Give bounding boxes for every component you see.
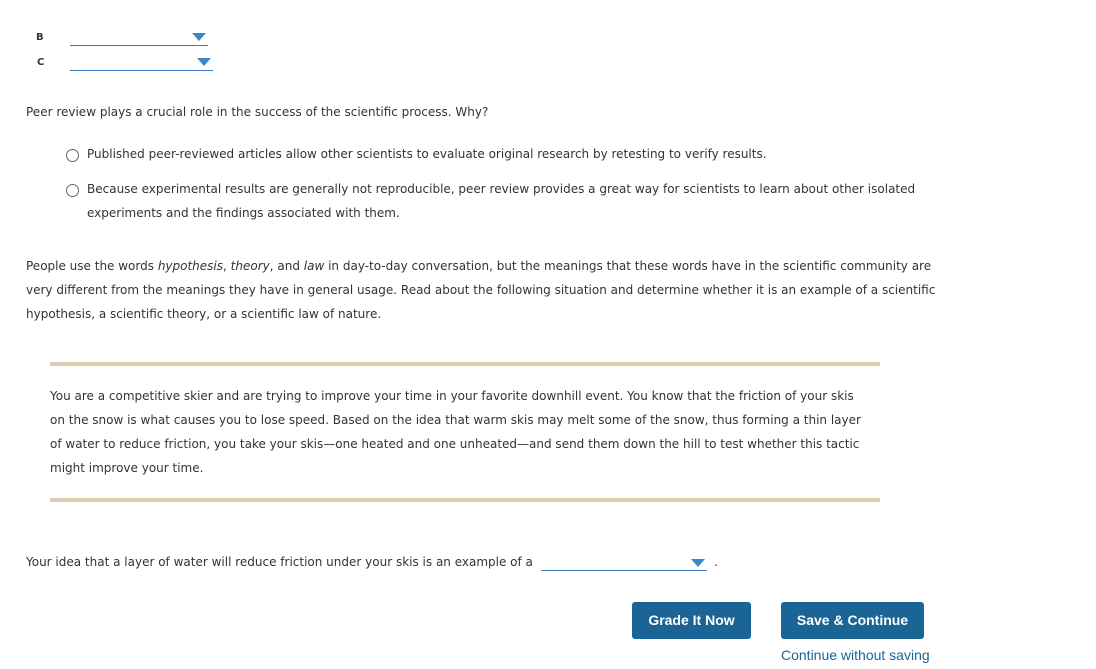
radio-button[interactable]	[66, 184, 79, 197]
grade-it-now-button[interactable]: Grade It Now	[632, 602, 751, 639]
radio-option-text	[87, 177, 915, 225]
radio-option-text-line1: Because experimental results are generally not reproducible, peer review provides a great way for scientists to learn about other isolated	[87, 182, 916, 196]
intro-text: People use the words	[26, 259, 158, 273]
scenario-line3: of water to reduce friction, you take your skis—one heated and one unheated—and send them down the hill to test whether this tactic	[50, 437, 860, 451]
chevron-down-icon	[691, 559, 705, 567]
final-question: Your idea that a layer of water will reduce friction under your skis is an example of a	[26, 555, 533, 569]
match-dropdown-b[interactable]	[70, 31, 208, 46]
match-label-c: C	[37, 57, 45, 68]
radio-option-2[interactable]	[66, 183, 915, 225]
scenario-line1: You are a competitive skier and are trying to improve your time in your favorite downhill event. You know that the friction of your skis	[50, 389, 854, 403]
scenario-line2: on the snow is what causes you to lose speed. Based on the idea that warm skis may melt some of the snow, thus forming a thin layer	[50, 413, 861, 427]
save-and-continue-button[interactable]: Save & Continue	[781, 602, 924, 639]
intro-text: ,	[223, 259, 231, 273]
answer-dropdown[interactable]	[541, 556, 707, 571]
chevron-down-icon	[192, 33, 206, 41]
term-hypothesis: hypothesis	[157, 259, 224, 273]
chevron-down-icon	[197, 58, 211, 66]
intro-text: , and	[269, 259, 304, 273]
scenario-text	[50, 384, 880, 480]
match-dropdown-c[interactable]	[70, 56, 213, 71]
scenario-top-rule	[50, 362, 880, 366]
term-law: law	[303, 259, 325, 273]
intro-paragraph	[26, 254, 1066, 326]
peer-review-question: Peer review plays a crucial role in the success of the scientific process. Why?	[26, 105, 489, 119]
intro-text-line2: very different from the meanings they have in general usage. Read about the following situation and determine whether it is an example of a scientific	[26, 283, 936, 297]
intro-text-line3: hypothesis, a scientific theory, or a scientific law of nature.	[26, 307, 382, 321]
radio-option-text-line2: experiments and the findings associated with them.	[87, 206, 400, 220]
scenario-bottom-rule	[50, 498, 880, 502]
intro-text: in day-to-day conversation, but the meanings that these words have in the scientific community are	[324, 259, 932, 273]
radio-button[interactable]	[66, 149, 79, 162]
radio-option-text: Published peer-reviewed articles allow other scientists to evaluate original research by retesting to verify results.	[87, 147, 767, 161]
scenario-line4: might improve your time.	[50, 461, 204, 475]
match-label-b: B	[36, 32, 44, 43]
radio-option-1[interactable]	[66, 148, 767, 166]
final-question-period: .	[714, 555, 718, 569]
term-theory: theory	[230, 259, 270, 273]
continue-without-saving-link[interactable]: Continue without saving	[781, 647, 930, 663]
